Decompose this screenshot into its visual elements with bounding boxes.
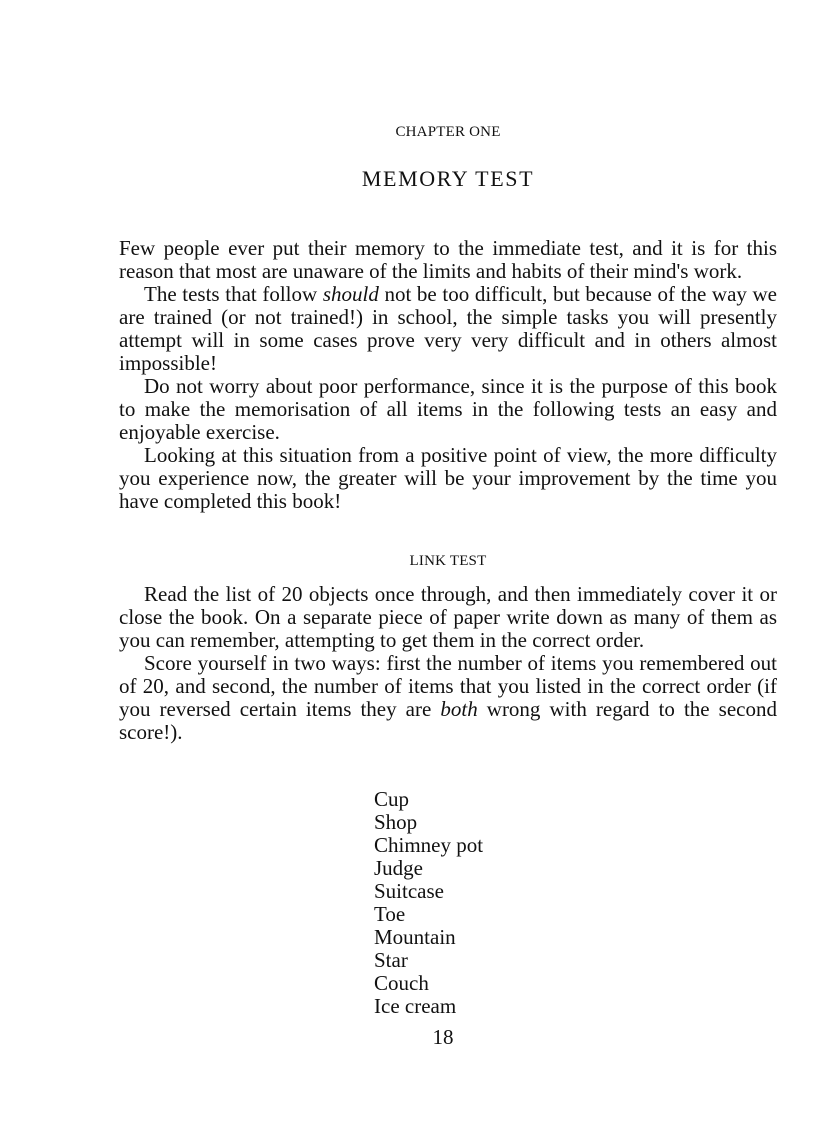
- list-item: Judge: [374, 856, 423, 880]
- chapter-label: CHAPTER ONE: [395, 124, 501, 140]
- link-test-paragraph-1: Read the list of 20 objects once through, and then immediately cover it or close the book. On a separate piece of paper write down as many of them as you can remember, attempting to get them in the correct order.: [119, 582, 777, 652]
- intro-paragraph-2-start: The tests that follow: [144, 282, 323, 306]
- link-test-paragraph-2-start: Score yourself in two ways: first the number of items you remembered out of 20, and second, the number of items that you listed in the correct order (if you reversed certain items they are: [119, 651, 777, 721]
- list-item: Ice cream: [374, 994, 457, 1018]
- link-test-text: [119, 583, 777, 744]
- list-item: Toe: [374, 902, 406, 926]
- intro-paragraph-3: Do not worry about poor performance, since it is the purpose of this book to make the memorisation of all items in the following tests an easy and enjoyable exercise.: [119, 374, 777, 444]
- section-heading-link-test: LINK TEST: [409, 553, 487, 569]
- intro-paragraph-2: [119, 283, 777, 375]
- book-page: [119, 0, 777, 1123]
- intro-paragraph-1: Few people ever put their memory to the immediate test, and it is for this reason that most are unaware of the limits and habits of their mind's work.: [119, 236, 777, 283]
- list-item: Mountain: [374, 925, 456, 949]
- link-test-paragraph-2-end: wrong with regard to the second score!).: [119, 697, 777, 744]
- list-item: Suitcase: [374, 879, 444, 903]
- intro-text: [119, 237, 777, 513]
- list-item: Star: [374, 948, 408, 972]
- list-item: Chimney pot: [374, 833, 484, 857]
- emphasis-should: should: [322, 282, 379, 306]
- link-test-paragraph-2: [119, 652, 777, 744]
- emphasis-both: both: [440, 697, 478, 721]
- page-number: 18: [432, 1025, 454, 1049]
- object-list: [374, 788, 483, 1018]
- list-item: Couch: [374, 971, 429, 995]
- intro-paragraph-2-end: not be too difficult, but because of the way we are trained (or not trained!) in school, the simple tasks you will presently attempt will in some cases prove very very difficult and in others almost impossible!: [119, 282, 777, 375]
- chapter-title: MEMORY TEST: [361, 166, 535, 191]
- list-item: Shop: [374, 810, 418, 834]
- list-item: Cup: [374, 787, 410, 811]
- intro-paragraph-4: Looking at this situation from a positive point of view, the more difficulty you experience now, the greater will be your improvement by the time you have completed this book!: [119, 443, 777, 513]
